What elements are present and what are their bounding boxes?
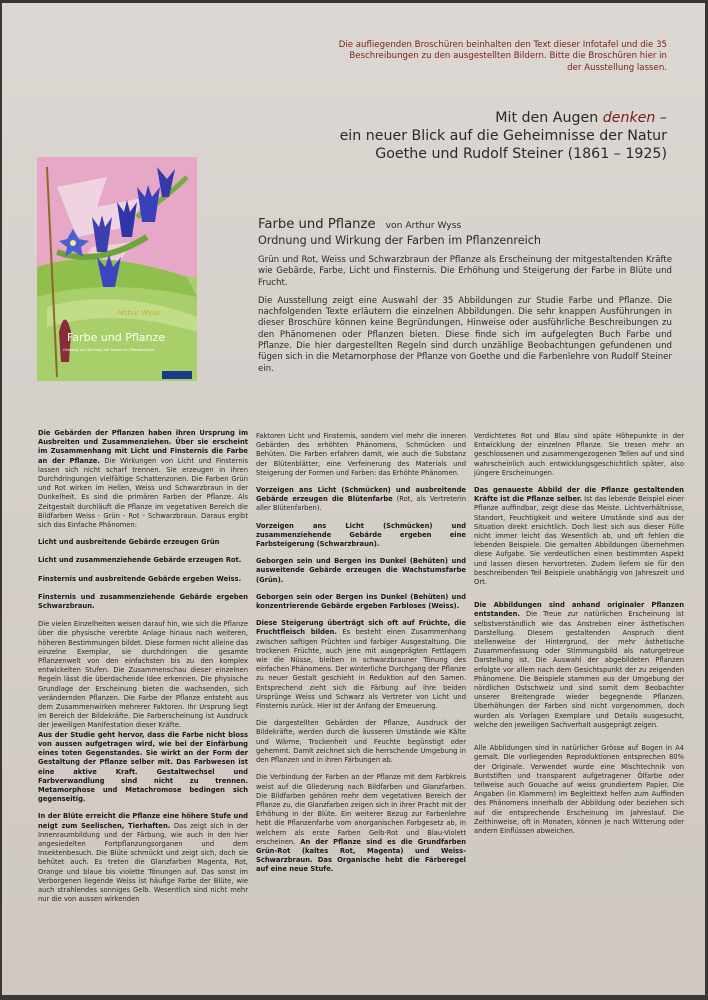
- cover-author: Arthur Wyss: [117, 309, 160, 317]
- book-cover-image: [37, 157, 197, 381]
- book-subtitle: Ordnung und Wirkung der Farben im Pflanzenreich: [258, 234, 541, 247]
- col2-rule-2: [256, 522, 466, 550]
- col3-p3-lead: Die Abbildungen sind anhand originaler Pflanzen entstanden.: [474, 601, 684, 619]
- col3-paragraph-4: Alle Abbildungen sind in natürlicher Grösse auf Bogen in A4 gemalt. Die vorliegenden Reproduktionen entsprechen 80% der Originale. Verwendet wurde eine Mischtechnik von Buntstiften und transparent aufgetragener Ölfarbe oder teilweise auch Gouache auf weiss grundiertem Papier. Die Angaben (in Klammern) im Begleittext helfen zum Auffinden des Phänomens innerhalb der Abbildung oder beziehen sich auf die entsprechende Erscheinung im Jahreslauf. Die Zeithinweise, oft in Monaten, können je nach Witterung oder andern Einflüssen abweichen.: [474, 744, 684, 835]
- col3-paragraph-2: [474, 486, 684, 587]
- col2-rule-1: [256, 486, 466, 514]
- headline-text: Mit den Augen: [495, 110, 603, 126]
- rule-red: Licht und zusammenziehende Gebärde erzeugen Rot.: [38, 556, 242, 565]
- col1-paragraph-2: Die vielen Einzelheiten weisen darauf hin, wie sich die Pflanze über die physische vererbte Anlage hinaus nach weiteren, höheren Bestimmungen bildet. Diese formen nicht alleine das einzelne Exemplar, sie durchdringen die gesamte Pflanzenwelt von den einfachsten bis zu den komplex entwickelten Stufen. Die Zusammenschau dieser einzelnen Regeln lässt die überdachende Idee erkennen. Die physische Grundlage der Erscheinung bieten die wachsenden, sich verändernden Pflanzen. Die Farbe der Pflanze entsteht aus dem Zusammenwirken mehrerer Faktoren. Ihr Ursprung liegt im Bereich der Bildekräfte. Die Farberscheinung ist Ausdruck der jeweiligen Manifestation dieser Kräfte.: [38, 620, 248, 730]
- col2-rule-4-lead: Geborgen sein oder Bergen ins Dunkel (Behüten) und konzentrierende Gebärde ergeben Farbloses (Weiss).: [256, 592, 466, 611]
- col1-p1-lead: Die Gebärden der Pflanzen haben ihren Ursprung im Ausbreiten und Zusammenziehen. Über sie erscheint im Zusammenhang mit Licht und Finsternis die Farbe an der Pflanze.: [38, 429, 248, 465]
- col2-p4-body: Die Verbindung der Farben an der Pflanze mit dem Farbkreis weist auf die Gliederung nach Bildfarben und Glanzfarben. Die Bildfarben gehören mehr dem vegetativen Bereich der Pflanze zu, die Glanzfarben zeigen sich in ihrer Pracht mit der Erhöhung in der Blüte. Ein weiterer Bezug zur Farbenlehre hebt die Pflanzenfarbe vom anorganischen Farbgesetz ab, in welchem als erste Farben Gelb-Rot und Blau-Violett erscheinen.: [256, 773, 466, 846]
- text-column-1: [38, 429, 248, 912]
- col3-paragraph-1: Verdichtetes Rot und Blau sind späte Höhepunkte in der Entwicklung der einzelnen Pflanze. Sie tresen mehr an geschlossenen und zusammengezogenen Teilen auf und sind wahrscheinlich auch entwicklungsgeschichtlich später, also jüngere Erscheinungen.: [474, 432, 684, 477]
- headline-emphasis: denken: [602, 110, 656, 126]
- headline-dash: –: [655, 110, 667, 126]
- col1-p3-lead: Aus der Studie geht hervor, dass die Farbe nicht bloss von aussen aufgetragen wird, wie bei der Einfärbung eines toten Gegenstandes. Sie wirkt an der Form der Gestaltung der Pflanze selber mit. Das Farbwesen ist eine aktive Kraft. Gestaltwechsel und Farbverwandlung sind nicht zu trennen. Metamorphose und Metachromose bedingen sich gegenseitig.: [38, 730, 248, 804]
- col2-p2-body: Es besteht einen Zusammenhang zwischen saftigen Früchten und farbiger Ausgestaltung. Die trockenen Früchte, auch jene mit ausgeprägten Fettlagern wie die Nüsse, bleiben in schwarzbrauner Tönung des einfachen Phänomens. Der winterliche Durchgang der Pflanze zu neuer Gestalt geschieht in Reduktion auf den Samen. Entsprechend zieht sich die Färbung auf ihre beiden Ursprünge Weiss und Schwarz als Vertreter von Licht und Finsternis zurück. Hier ist der Anfang der Erneuerung.: [256, 628, 466, 711]
- col3-p2-body: Ist das lebende Beispiel einer Pflanze auffindbar, zeigt diese das Meiste. Lichtverhältnisse, Standort, Feuchtigkeit und weitere Umstände sind aus der Situation direkt ersichtlich. Doch liest sich aus dieser Fülle nicht immer leicht das Wesentlich ab, und oft fehlen die lebenden Beispiele. Die gemalten Abbildungen übernehmen diese Aufgabe. Sie verdeutlichen einen bestimmten Aspekt und lassen diesen hervortreten. Zudem liefern sie für den beschreibenden Teil Beispiele unabhängig von Jahreszeit und Ort.: [474, 495, 684, 587]
- rule-white: Finsternis und ausbreitende Gebärde ergeben Weiss.: [38, 574, 242, 583]
- headline-line-2: ein neuer Blick auf die Geheimnisse der Natur: [339, 128, 667, 144]
- rule-green: Licht und ausbreitende Gebärde erzeugen Grün: [38, 538, 220, 547]
- col2-rule-1-body: (Rot, als Vertreterin aller Blütenfarben).: [256, 495, 466, 513]
- brochure-notice: Die aufliegenden Broschüren beinhalten den Text dieser Infotafel und die 35 Beschreibungen zu den ausgestellten Bildern. Bitte die Broschüren hier in der Ausstellung lassen.: [338, 40, 667, 73]
- col2-p4-lead: An der Pflanze sind es die Grundfarben Grün-Rot (kaltes Rot, Magenta) und Weiss-Schwarzbraun. Das Organische hebt die Färberegel auf eine neue Stufe.: [256, 837, 466, 874]
- col2-rule-3-lead: Geborgen sein und Bergen ins Dunkel (Behüten) und ausweitende Gebärde erzeugen die Wachstumsfarbe (Grün).: [256, 557, 466, 584]
- text-column-3: [474, 432, 684, 844]
- col2-paragraph-4: [256, 773, 466, 874]
- intro-section: [258, 217, 672, 375]
- col1-paragraph-4: [38, 812, 248, 904]
- exhibition-headline: [237, 109, 667, 163]
- col1-paragraph-3: [38, 731, 248, 805]
- rule-black-brown: Finsternis und zusammenziehende Gebärde ergeben Schwarzbraun.: [38, 592, 248, 611]
- book-title-row: [258, 217, 672, 234]
- col2-paragraph-1: Faktoren Licht und Finsternis, sondern viel mehr die inneren Gebärden des erhöhten Phänomens, Schmücken und Behüten. Die Farben erfahren damit, wie auch die Substanz der Blütenblätter, eine Verfeinerung des Materials und Steigerung der Formen und Farben: das Erhöhte Phänomen.: [256, 432, 466, 477]
- col3-p3-body: Die Treue zur natürlichen Erscheinung ist selbstverständlich wie das Anstreben einer ästhetischen Darstellung. Diesem gestaltenden Anspruch dient stellenweise der Hintergrund, der mehr ästhetische Zusammenfassung oder Stimmungsbild als naturgetreue Darstellung ist. Die Auswahl der abgebildeten Pflanzen erfolgte vor allem nach dem Gesichtspunkt der zu zeigenden Phänomene. Die Beispiele stammen aus der Umgebung der nördlichen Ostschweiz und sind somit dem Beobachter unserer Breitengrade wieder begegnende Pflanzen. Überhöhungen der Farben sind nicht vorgenommen, doch wurden als Vorlagen Exemplare und Details ausgesucht, welche den jeweiligen Sachverhalt ausgeprägt zeigen.: [474, 610, 684, 729]
- col3-p2-lead: Das genaueste Abbild der die Pflanze gestaltenden Kräfte ist die Pflanze selber.: [474, 486, 684, 504]
- col2-rule-1-lead: Vorzeigen ans Licht (Schmücken) und ausbreitende Gebärde erzeugen die Blütenfarbe: [256, 486, 466, 504]
- col1-p1-body: Die Wirkungen von Licht und Finsternis lassen sich nicht scharf trennen. Sie erzeugen in ihren Durchdringungen vielfältige Schattenzonen. Die Farben Grün und Rot wirken im Hellen, Weiss und Schwarzbraun in der Dunkelheit. Es sind die primären Farben der Pflanze. Als Zeitgestalt durchläuft die Pflanze im vegetativen Bereich die Bildfarben Weiss - Grün - Rot - Schwarzbraun. Daraus ergibt sich das Einfache Phänomen:: [38, 456, 249, 530]
- book-cover-illustration: [37, 157, 197, 381]
- col1-p4-body: Das zeigt sich in der Innenraumbildung und der Färbung, wie auch in den hier angesiedelten Fortpflanzungsorganen und dem Insektenbesuch. Die Blüte schmückt und zeigt sich, doch sie behütet auch. Es treten die Glanzfarben Magenta, Rot, Orange und blaue bis violette Tönungen auf. Das sonst im Verborgenen liegende Weiss ist häufige Farbe der Blüte, wie auch strahlendes sonniges Gelb. Wesentlich sind nicht mehr nur die von aussen wirkenden: [38, 821, 248, 904]
- info-poster: [2, 3, 705, 995]
- cover-subtitle: Ordnung und Wirkung der Farben im Pflanzenreich: [63, 348, 154, 352]
- col2-rule-2-lead: Vorzeigen ans Licht (Schmücken) und zusammenziehende Gebärde ergeben eine Farbsteigerung (Schwarzbraun).: [256, 521, 466, 549]
- headline-line-3: Goethe und Rudolf Steiner (1861 – 1925): [375, 146, 667, 162]
- col2-rule-4: [256, 593, 466, 611]
- col2-rule-3: [256, 557, 466, 585]
- headline-line-1: [237, 109, 667, 127]
- book-title: Farbe und Pflanze: [258, 217, 376, 232]
- col1-paragraph-1: [38, 429, 248, 530]
- intro-paragraph-1: Grün und Rot, Weiss und Schwarzbraun der Pflanze als Erscheinung der mitgestaltenden Kräfte wie Gebärde, Farbe, Licht und Finsternis. Die Erhöhung und Steigerung der Farbe in Blüte und Frucht.: [258, 255, 672, 288]
- text-column-2: [256, 432, 466, 883]
- col2-paragraph-3: Die dargestellten Gebärden der Pflanze, Ausdruck der Bildekräfte, werden durch die äusseren Umstände wie Kälte und Wärme, Trockenheit und Feuchte begünstigt oder gehemmt. Damit zeichnet sich die herrschende Umgebung in den Pflanzen und in ihren Färbungen ab.: [256, 719, 466, 765]
- col1-p4-lead: In der Blüte erreicht die Pflanze eine höhere Stufe und neigt zum Seelischen, Tierhaften.: [38, 812, 248, 830]
- col2-p2-lead: Diese Steigerung überträgt sich oft auf Früchte, die Fruchtfleisch bilden.: [256, 619, 466, 637]
- book-author: von Arthur Wyss: [385, 220, 462, 231]
- col3-paragraph-3: [474, 601, 684, 730]
- intro-paragraph-2: Die Ausstellung zeigt eine Auswahl der 35 Abbildungen zur Studie Farbe und Pflanze. Die nachfolgenden Texte erläutern die einzelnen Abbildungen. Die sehr knappen Ausführungen in dieser Broschüre können keine Begründungen, Hinweise oder ausführliche Beschreibungen zu den Phänomenen oder Pflanzen bieten. Diese finde sich im aufgelegten Buch Farbe und Pflanze. Die hier dargestellten Regeln sind durch unzählige Beobachtungen gefundenen und fügen sich in die Metamorphose der Pflanze von Goethe und die Farbenlehre von Rudolf Steiner ein.: [258, 295, 672, 374]
- cover-title: Farbe und Pflanze: [67, 331, 166, 344]
- col2-paragraph-2: [256, 619, 466, 711]
